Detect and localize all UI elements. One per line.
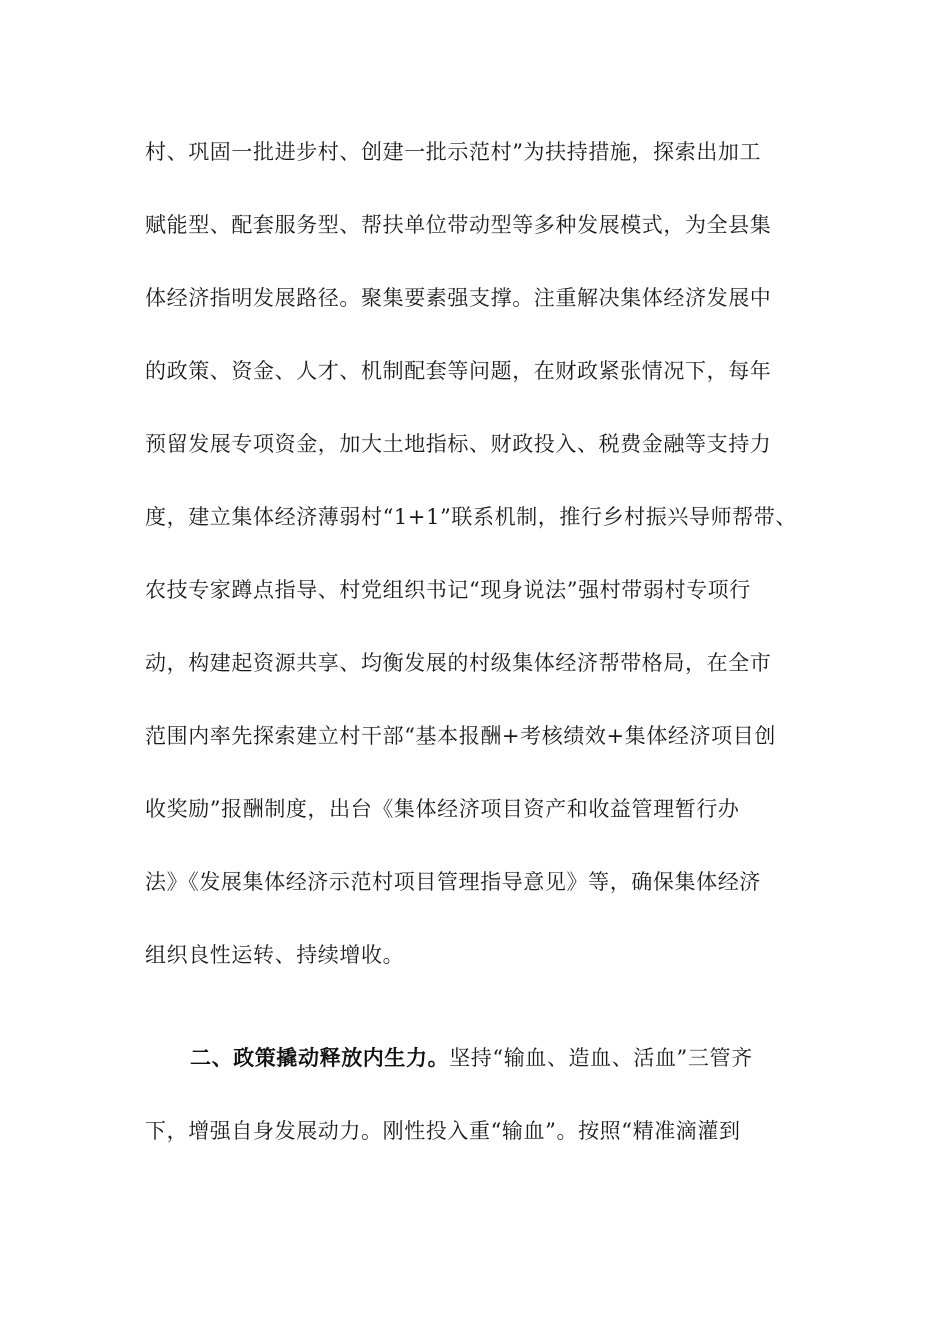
text-line: 下，增强自身发展动力。刚性投入重“输血”。按照“精准滴灌到 [145, 1119, 741, 1143]
text-line: 赋能型、配套服务型、帮扶单位带动型等多种发展模式，为全县集 [145, 213, 772, 237]
text-run: 坚持“输血、造血、活血”三管齐 [449, 1046, 753, 1070]
text-line: 体经济指明发展路径。聚集要素强支撑。注重解决集体经济发展中 [145, 286, 772, 310]
paragraph-1 [145, 134, 825, 1010]
text-line: 范围内率先探索建立村干部“基本报酬+考核绩效+集体经济项目创 [145, 724, 776, 748]
text-line: 法》《发展集体经济示范村项目管理指导意见》等，确保集体经济 [145, 870, 761, 894]
text-line: 度，建立集体经济薄弱村“1+1”联系机制，推行乡村振兴导师帮带、 [145, 505, 797, 529]
text-line [145, 1040, 825, 1113]
text-line: 预留发展专项资金，加大土地指标、财政投入、税费金融等支持力 [145, 432, 772, 456]
section-heading: 二、政策撬动释放内生力。 [190, 1045, 450, 1070]
text-line: 村、巩固一批进步村、创建一批示范村”为扶持措施，探索出加工 [145, 140, 762, 164]
text-line: 的政策、资金、人才、机制配套等问题，在财政紧张情况下，每年 [145, 359, 772, 383]
text-line: 组织良性运转、持续增收。 [145, 943, 405, 967]
paragraph-2 [145, 1040, 825, 1186]
text-line: 收奖励”报酬制度，出台《集体经济项目资产和收益管理暂行办 [145, 797, 740, 821]
text-line: 动，构建起资源共享、均衡发展的村级集体经济帮带格局，在全市 [145, 651, 772, 675]
text-line: 农技专家蹲点指导、村党组织书记“现身说法”强村带弱村专项行 [145, 578, 751, 602]
